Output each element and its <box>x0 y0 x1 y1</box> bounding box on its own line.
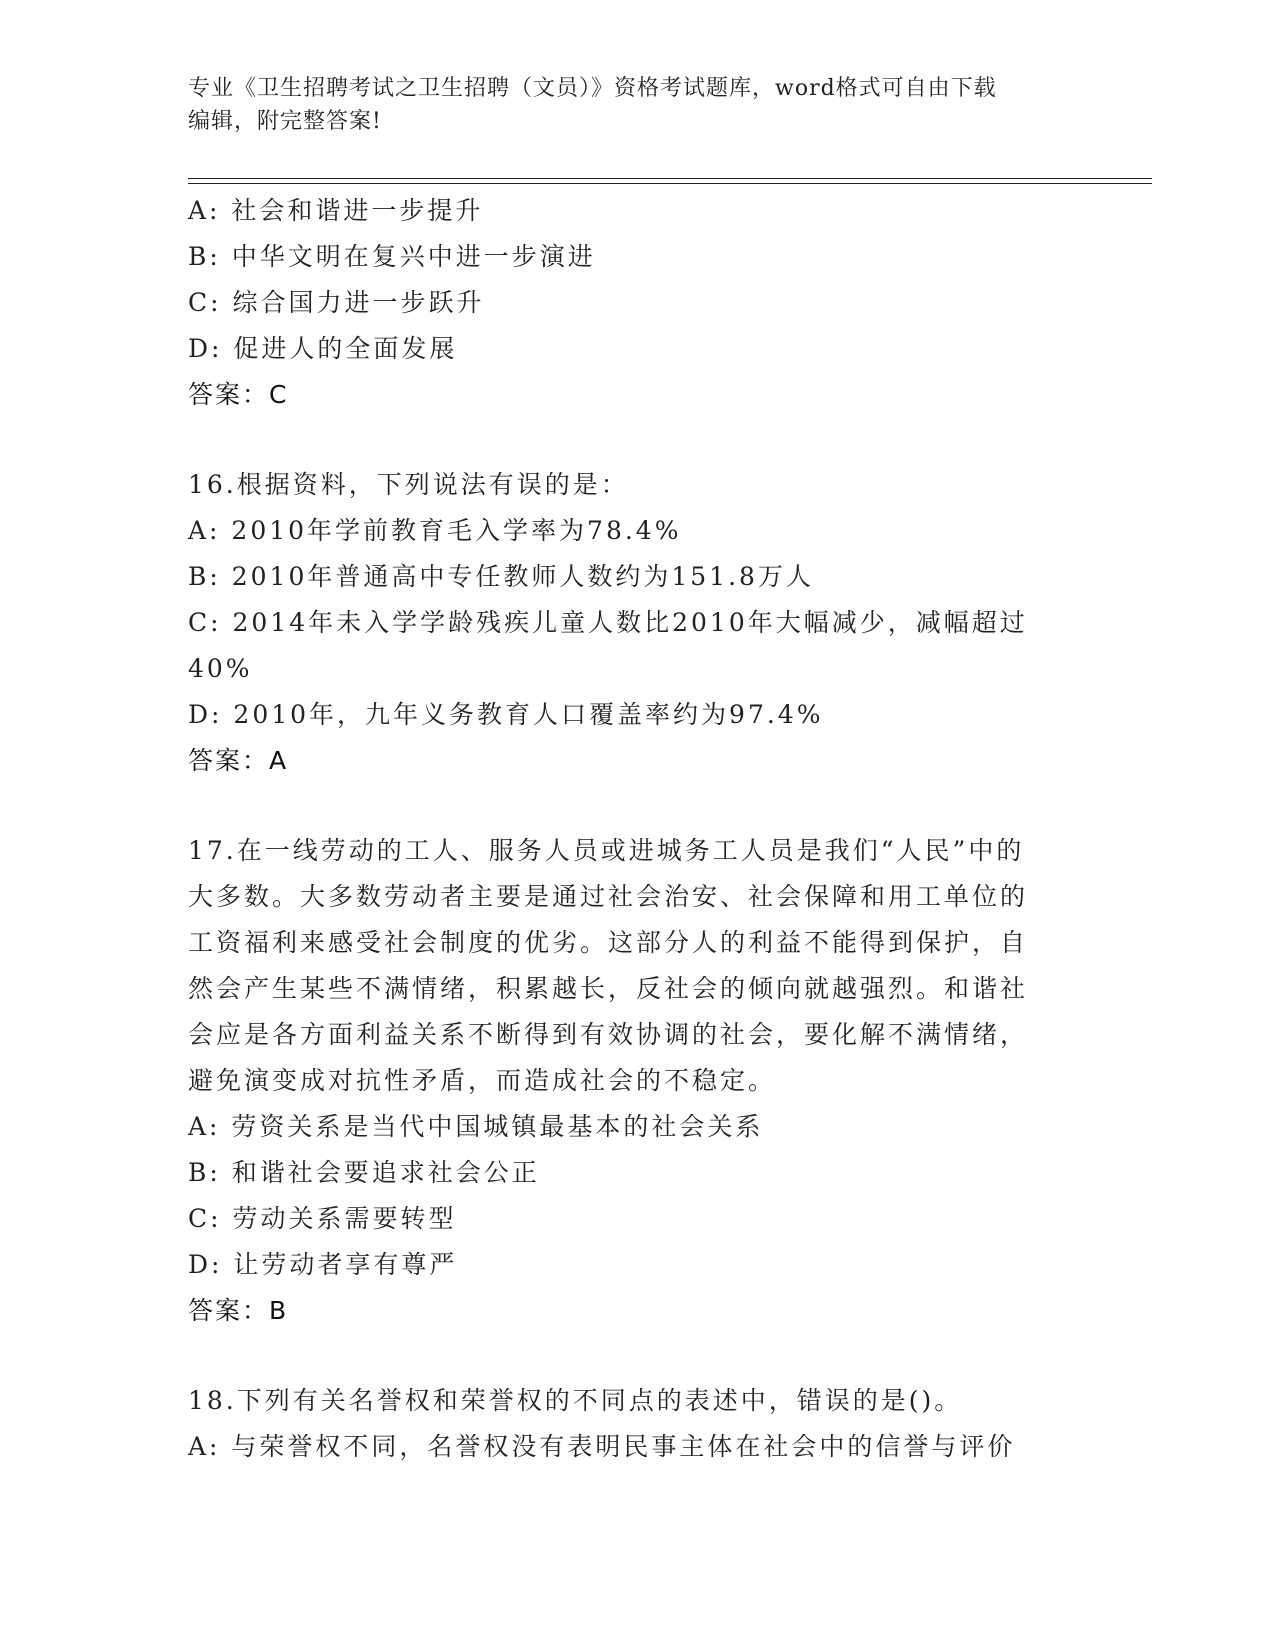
option-c: C: 劳动关系需要转型 <box>188 1204 457 1233</box>
answer: 答案：A <box>188 746 289 775</box>
answer: 答案：B <box>188 1296 289 1325</box>
question-stem-line: 会应是各方面利益关系不断得到有效协调的社会，要化解不满情绪， <box>188 1020 1029 1049</box>
question-stem-line: 然会产生某些不满情绪，积累越长，反社会的倾向就越强烈。和谐社 <box>188 974 1029 1003</box>
option-d: D: 让劳动者享有尊严 <box>188 1250 458 1279</box>
question-16 <box>188 462 1088 784</box>
header-line-2: 编辑，附完整答案! <box>188 109 382 134</box>
option-d: D: 促进人的全面发展 <box>188 334 458 363</box>
option-b: B: 和谐社会要追求社会公正 <box>188 1158 540 1187</box>
option-c-continued: 40% <box>188 654 253 683</box>
question-stem-line: 工资福利来感受社会制度的优劣。这部分人的利益不能得到保护，自 <box>188 928 1029 957</box>
header-rule-top <box>188 178 1152 179</box>
question-stem: 18.下列有关名誉权和荣誉权的不同点的表述中，错误的是()。 <box>188 1386 963 1415</box>
option-a: A: 社会和谐进一步提升 <box>188 196 484 225</box>
question-stem: 16.根据资料，下列说法有误的是： <box>188 470 629 499</box>
question-17 <box>188 828 1088 1334</box>
document-header <box>188 72 1088 138</box>
question-stem-line: 17.在一线劳动的工人、服务人员或进城务工人员是我们“人民”中的 <box>188 836 1025 865</box>
header-line-1: 专业《卫生招聘考试之卫生招聘（文员）》资格考试题库，word格式可自由下载 <box>188 76 997 101</box>
option-a: A: 2010年学前教育毛入学率为78.4% <box>188 516 682 545</box>
option-c: C: 2014年未入学学龄残疾儿童人数比2010年大幅减少，减幅超过 <box>188 608 1028 637</box>
header-rule-bottom <box>188 183 1152 184</box>
spacer <box>188 418 1088 462</box>
option-b: B: 2010年普通高中专任教师人数约为151.8万人 <box>188 562 814 591</box>
option-d: D: 2010年，九年义务教育人口覆盖率约为97.4% <box>188 700 824 729</box>
document-body <box>188 188 1088 1470</box>
question-18 <box>188 1378 1088 1470</box>
option-a: A: 劳资关系是当代中国城镇最基本的社会关系 <box>188 1112 764 1141</box>
question-15 <box>188 188 1088 418</box>
option-a: A: 与荣誉权不同，名誉权没有表明民事主体在社会中的信誉与评价 <box>188 1432 1016 1461</box>
spacer <box>188 784 1088 828</box>
answer: 答案：C <box>188 380 289 409</box>
option-b: B: 中华文明在复兴中进一步演进 <box>188 242 596 271</box>
option-c: C: 综合国力进一步跃升 <box>188 288 485 317</box>
spacer <box>188 1334 1088 1378</box>
question-stem-line: 大多数。大多数劳动者主要是通过社会治安、社会保障和用工单位的 <box>188 882 1029 911</box>
question-stem-line: 避免演变成对抗性矛盾，而造成社会的不稳定。 <box>188 1066 777 1095</box>
